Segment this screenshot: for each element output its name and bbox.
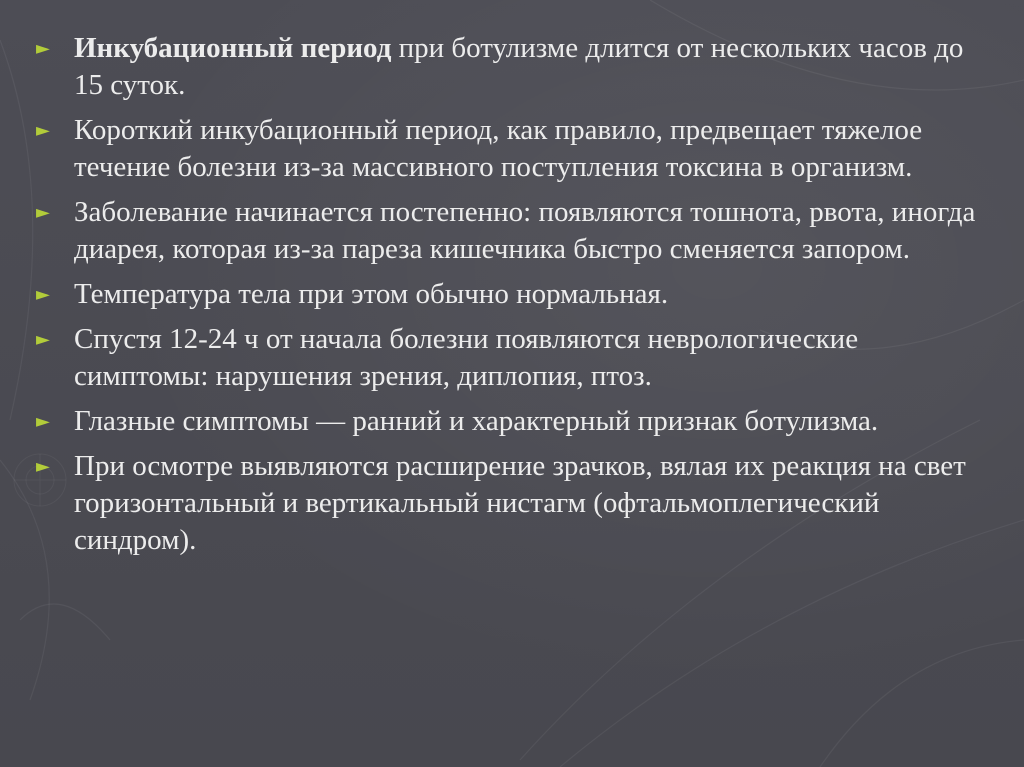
- list-item-text: Глазные симптомы — ранний и характерный признак ботулизма.: [74, 405, 879, 437]
- list-item-text: Заболевание начинается постепенно: появляются тошнота, рвота, иногда диарея, которая из-за пареза кишечника быстро сменяется запором.: [74, 196, 976, 265]
- list-item: [36, 112, 996, 186]
- list-item: [36, 448, 996, 559]
- bullet-arrow-icon: ►: [36, 202, 50, 223]
- list-item-text: Спустя 12-24 ч от начала болезни появляются неврологические симптомы: нарушения зрения, диплопия, птоз.: [74, 323, 859, 392]
- bullet-arrow-icon: ►: [36, 120, 50, 141]
- bullet-arrow-icon: ►: [36, 411, 50, 432]
- bullet-list: [36, 30, 996, 567]
- list-item-body: при ботулизме длится от нескольких часов до 15 суток.: [74, 32, 964, 101]
- list-item-text: Температура тела при этом обычно нормальная.: [74, 278, 669, 310]
- list-item-text: Короткий инкубационный период, как правило, предвещает тяжелое течение болезни из-за массивного поступления токсина в организм.: [74, 114, 923, 183]
- list-item: [36, 276, 996, 313]
- list-item-bold-text: Инкубационный период: [74, 32, 392, 64]
- bullet-arrow-icon: ►: [36, 456, 50, 477]
- list-item: [36, 30, 996, 104]
- bullet-arrow-icon: ►: [36, 38, 50, 59]
- bullet-arrow-icon: ►: [36, 329, 50, 350]
- list-item-text: [74, 30, 996, 104]
- list-item-text: При осмотре выявляются расширение зрачков, вялая их реакция на свет горизонтальный и вертикальный нистагм (офтальмоплегический синдром).: [74, 450, 966, 556]
- list-item: [36, 321, 996, 395]
- list-item: [36, 403, 996, 440]
- list-item: [36, 194, 996, 268]
- bullet-arrow-icon: ►: [36, 284, 50, 305]
